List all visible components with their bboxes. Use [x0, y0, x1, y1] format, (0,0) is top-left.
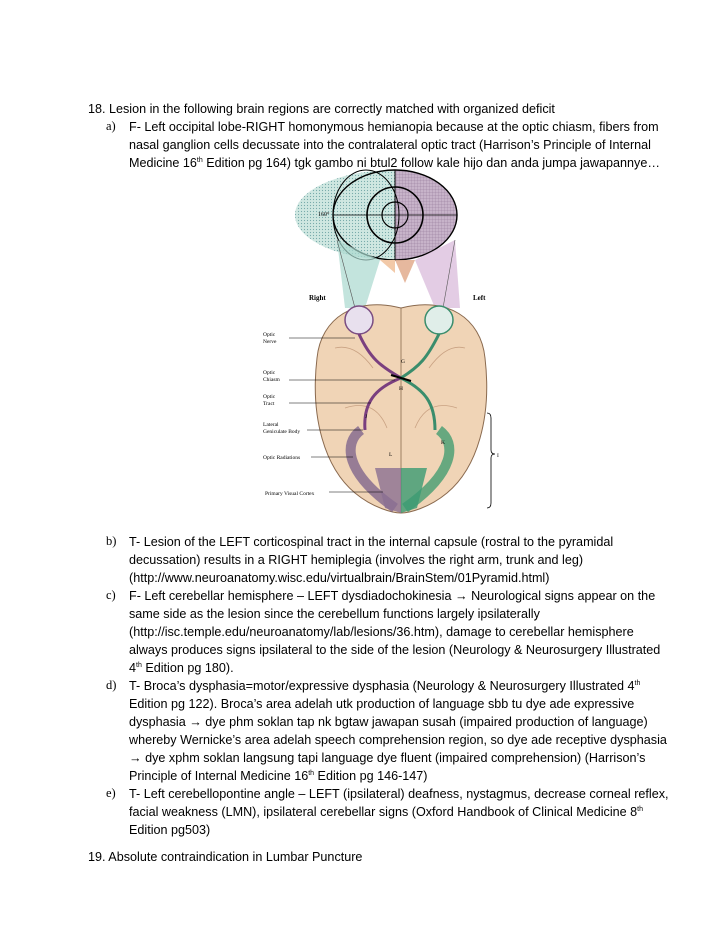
optic-tract-label-1: Optic [263, 394, 276, 400]
primary-visual-cortex-label: Primary Visual Cortex [265, 491, 315, 497]
option-c-line-1: F- Left cerebellar hemisphere – LEFT dysdiadochokinesia → Neurological signs appear on the [129, 589, 656, 603]
question-19-title: 19. Absolute contraindication in Lumbar Puncture [88, 850, 363, 864]
option-d-line-1: T- Broca’s dysphasia=motor/expressive dysphasia (Neurology & Neurosurgery Illustrated 4th [129, 679, 641, 693]
option-d-line-6: Principle of Internal Medicine 16th Edition pg 146-147) [129, 769, 428, 783]
option-d-line-5: → dye xphm soklan langsung tapi language dye fluent (impaired comprehension) (Harrison’s [129, 751, 646, 765]
optic-chiasm-label-2: Chiasm [263, 377, 280, 383]
optic-nerve-label-1: Optic [263, 332, 276, 338]
option-d-label: d) [106, 678, 117, 692]
marker-k: K [441, 440, 445, 446]
marker-i: I [497, 453, 499, 459]
visual-pathway-figure [255, 168, 505, 520]
visual-field-diagram [295, 170, 457, 260]
option-a-line-3: Medicine 16th Edition pg 164) tgk gambo ni btul2 follow kale hijo dan anda jumpa jawapannye… [129, 156, 660, 170]
question-18-title: 18. Lesion in the following brain regions are correctly matched with organized deficit [88, 102, 555, 116]
option-b-line-2: decussation) results in a RIGHT hemiplegia (involves the right arm, trunk and leg) [129, 553, 584, 567]
option-b-label: b) [106, 534, 117, 548]
option-c-line-3: (http://isc.temple.edu/neuroanatomy/lab/lesions/36.htm), damage to cerebellar hemisphere [129, 625, 634, 639]
optic-radiations-label: Optic Radiations [263, 455, 301, 461]
option-a-label: a) [106, 119, 116, 133]
option-b-line-1: T- Lesion of the LEFT corticospinal tract in the internal capsule (rostral to the pyramidal [129, 535, 614, 549]
option-e-line-2: facial weakness (LMN), ipsilateral cerebellar signs (Oxford Handbook of Clinical Medicine 8th [129, 805, 644, 819]
option-e-label: e) [106, 786, 116, 800]
option-d-line-4: whereby Wernicke’s area adelah speech comprehension region, so dye ade receptive dysphasia [129, 733, 667, 747]
angle-label: 160° [318, 212, 330, 218]
lgb-label-1: Lateral [263, 422, 279, 428]
optic-chiasm-label-1: Optic [263, 370, 276, 376]
option-a-line-1: F- Left occipital lobe-RIGHT homonymous hemianopia because at the optic chiasm, fibers from [129, 120, 659, 134]
optic-nerve-label-2: Nerve [263, 339, 277, 345]
marker-h: H [399, 386, 403, 392]
optic-tract-label-2: Tract [263, 401, 275, 407]
option-b-line-3: (http://www.neuroanatomy.wisc.edu/virtualbrain/BrainStem/01Pyramid.html) [129, 571, 550, 585]
option-c-line-5: 4th Edition pg 180). [129, 661, 234, 675]
marker-g: G [401, 359, 405, 365]
option-e-line-3: Edition pg503) [129, 823, 211, 837]
option-e-line-1: T- Left cerebellopontine angle – LEFT (ipsilateral) deafness, nystagmus, decrease corneal reflex, [129, 787, 669, 801]
right-side-label: Right [309, 294, 326, 302]
marker-l: L [389, 452, 393, 458]
option-d-line-2: Edition pg 122). Broca’s area adelah utk production of language sbb tu dye ade expressive [129, 697, 635, 711]
option-d-line-3: dysphasia → dye phm soklan tap nk bgtaw jawapan susah (impaired production of language) [129, 715, 648, 729]
lgb-label-2: Geniculate Body [263, 429, 301, 435]
marker-j: J [365, 414, 368, 420]
option-a-line-2: nasal ganglion cells decussate into the contralateral optic tract (Harrison’s Principle of Internal [129, 138, 651, 152]
option-c-line-4: always produces signs ipsilateral to the side of the lesion (Neurology & Neurosurgery Illustrated [129, 643, 661, 657]
option-c-label: c) [106, 588, 116, 602]
option-c-line-2: same side as the lesion since the cerebellum functions largely ipsilaterally [129, 607, 540, 621]
left-side-label: Left [473, 294, 486, 302]
